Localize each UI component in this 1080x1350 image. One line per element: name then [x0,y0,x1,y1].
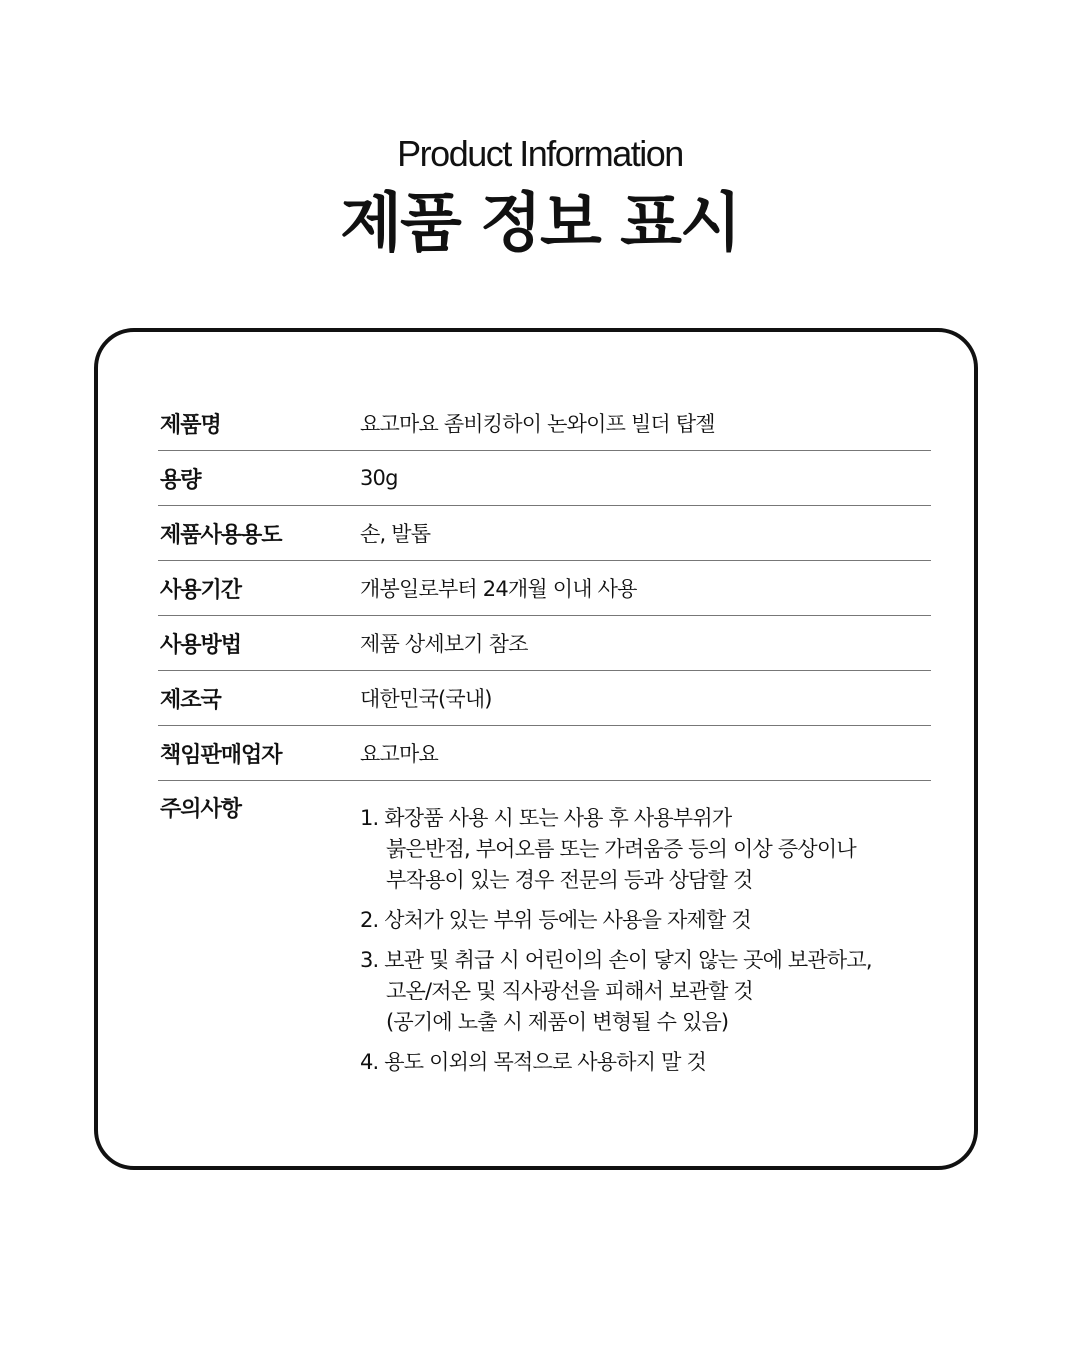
precaution-item: 1. 화장품 사용 시 또는 사용 후 사용부위가 붉은반점, 부어오름 또는 가려움증 등의 이상 증상이나 부작용이 있는 경우 전문의 등과 상담할 것 [360,806,856,892]
precaution-item: 3. 보관 및 취급 시 어린이의 손이 닿지 않는 곳에 보관하고, 고온/저온 및 직사광선을 피해서 보관할 것 (공기에 노출 시 제품이 변형될 수 있음) [360,948,872,1034]
info-row-precautions [158,781,931,1087]
info-label: 용량 [160,467,201,493]
info-label: 제품명 [160,412,221,438]
info-value: 요고마요 좀비킹하이 논와이프 빌더 탑젤 [360,412,715,436]
info-label: 주의사항 [160,797,242,822]
info-label: 제조국 [160,687,221,713]
info-row-usage-method [158,616,931,671]
precautions-list [360,795,931,1087]
info-value: 요고마요 [360,742,438,766]
precaution-item: 4. 용도 이외의 목적으로 사용하지 말 것 [360,1050,706,1074]
info-row-country [158,671,931,726]
info-label: 책임판매업자 [160,742,282,768]
page-subtitle: Product Information [397,133,683,174]
info-value: 30g [360,466,398,490]
info-value: 개봉일로부터 24개월 이내 사용 [360,577,637,601]
product-info-table [158,396,931,1087]
info-value: 제품 상세보기 참조 [360,632,528,656]
page-header [0,130,1080,264]
precaution-item: 2. 상처가 있는 부위 등에는 사용을 자제할 것 [360,908,751,932]
info-label: 제품사용용도 [160,522,282,548]
product-info-card [94,328,978,1170]
page-title: 제품 정보 표시 [340,187,740,261]
info-value: 손, 발톱 [360,522,431,546]
info-label: 사용방법 [160,632,242,658]
info-row-usage-purpose [158,506,931,561]
info-row-capacity [158,451,931,506]
info-label: 사용기간 [160,577,242,603]
info-row-product-name [158,396,931,451]
info-value: 대한민국(국내) [360,687,492,711]
info-row-usage-period [158,561,931,616]
info-row-seller [158,726,931,781]
